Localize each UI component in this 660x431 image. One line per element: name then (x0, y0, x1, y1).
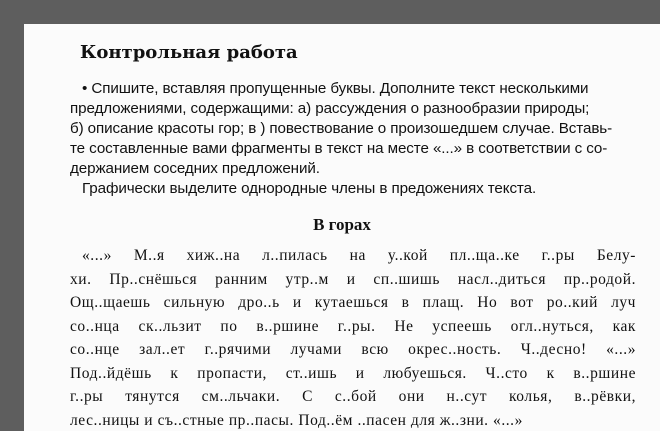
exercise-line: со..нце зал..ет г..рячими лучами всю окрес..ность. Ч..десно! «...» (70, 341, 636, 358)
task-line: • Спишите, вставляя пропущенные буквы. Дополните текст несколькими (82, 80, 589, 97)
exercise-line: со..нца ск..льзит по в..ршине г..ры. Не успеешь огл..нуться, как (70, 317, 636, 335)
exercise-line: Под..йдёшь к пропасти, ст..ишь и любуешься. Ч..сто к в..ршине (70, 364, 636, 382)
page-title: Контрольная работа (80, 42, 298, 63)
exercise-line: лес..ницы и съ..стные пр..пасы. Под..ём ..пасен для ж..зни. «...» (70, 411, 523, 429)
task-instructions (70, 79, 630, 199)
exercise-line: хи. Пр..снёшься ранним утр..м и сп..шишь насл..диться пр..родой. (70, 270, 636, 288)
exercise-text (70, 244, 636, 431)
task-line: Графически выделите однородные члены в предожениях текста. (82, 180, 537, 197)
task-line: держанием соседних предложений. (70, 160, 320, 177)
task-line: б) описание красоты гор; в ) повествование о произошедшем случае. Вставь- (70, 120, 613, 137)
exercise-line: Ощ..щаешь сильную дро..ь и кутаешься в плащ. Но вот ро..кий луч (70, 294, 636, 311)
task-line: те составленные вами фрагменты в текст на месте «...» в соответствии с со- (70, 140, 608, 157)
task-line: предложениями, содержащими: а) рассуждения о разнообразии природы; (70, 100, 590, 117)
exercise-line: г..ры тянутся см..льчаки. С с..бой они н..сут колья, в..рёвки, (70, 388, 636, 405)
exercise-line: «...» М..я хиж..на л..пилась на у..кой пл..ща..ке г..ры Белу- (82, 247, 636, 264)
textbook-page (24, 24, 660, 431)
text-heading: В горах (313, 215, 371, 234)
